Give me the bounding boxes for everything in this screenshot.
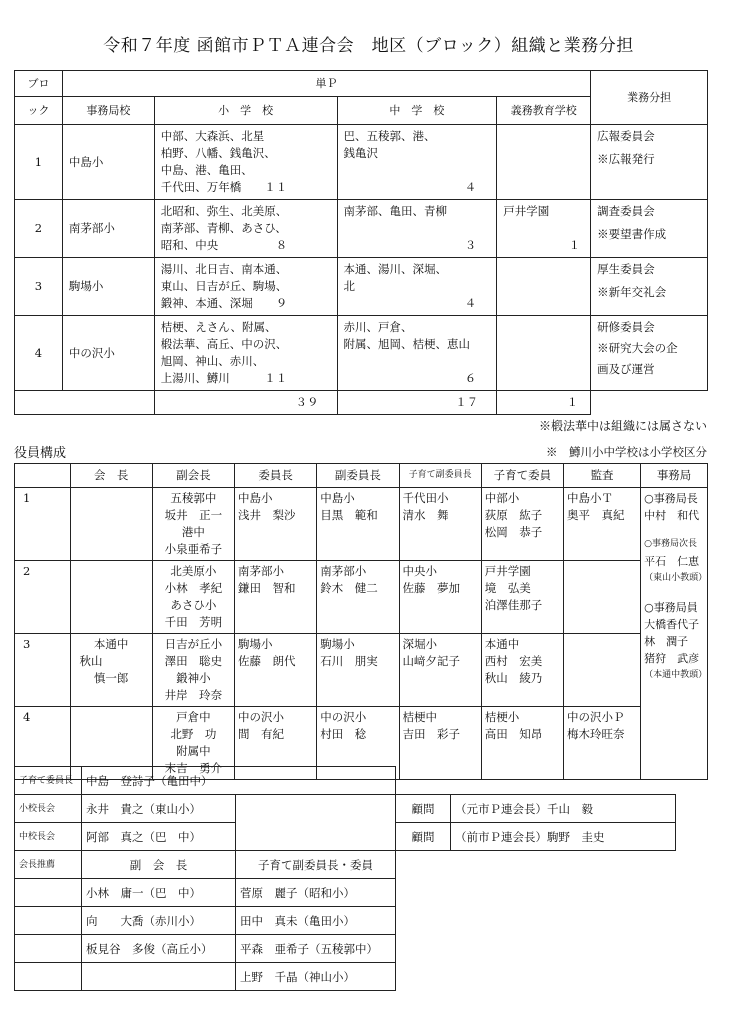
kosodate-fuku-cell: 深堀小 山﨑夕記子 bbox=[399, 634, 481, 707]
chu-list: 南茅部、亀田、青柳 ３ bbox=[337, 200, 497, 258]
chu-count: ３ bbox=[464, 238, 477, 252]
chukocho-value: 阿部 真之（巴 中） bbox=[82, 823, 236, 851]
block-number: 1 bbox=[15, 488, 71, 561]
gyomu-list: 調査委員会 ※要望書作成 bbox=[591, 200, 708, 258]
block-number: 3 bbox=[15, 258, 63, 316]
sho-list: 湯川、北日吉、南本通、 東山、日吉が丘、駒場、 鍛神、本通、深堀 ９ bbox=[154, 258, 337, 316]
jimu-school: 中の沢小 bbox=[62, 316, 154, 391]
officers-table bbox=[14, 463, 708, 780]
chu-count: ４ bbox=[464, 180, 477, 194]
header-kaicho: 会 長 bbox=[70, 464, 152, 488]
header-jimu: 事務局校 bbox=[62, 97, 154, 125]
total-chu: １７ bbox=[337, 391, 497, 415]
block-number: 4 bbox=[15, 707, 71, 780]
section-title: 役員構成 bbox=[14, 446, 67, 461]
suisen-kosodate-item: 平森 亜希子（五稜郭中） bbox=[236, 935, 396, 963]
kosodate-cell: 中部小 荻原 紘子 松岡 恭子 bbox=[481, 488, 563, 561]
iin-cell: 中の沢小 間 有紀 bbox=[235, 707, 317, 780]
iin-cell: 南茅部小 鎌田 智和 bbox=[235, 561, 317, 634]
block-number: 1 bbox=[15, 125, 63, 200]
header-fukukaicho: 副会長 bbox=[152, 464, 234, 488]
suisen-kosodate-header: 子育て副委員長・委員 bbox=[236, 851, 396, 879]
kansa-cell bbox=[564, 561, 641, 634]
header-fukuiincho: 副委員長 bbox=[317, 464, 399, 488]
kaicho-cell: 本通中 秋山 慎一郎 bbox=[70, 634, 152, 707]
suisen-fuku-header: 副 会 長 bbox=[82, 851, 236, 879]
fuku-cell: 五稜郭中 坂井 正一 港中 小泉亜希子 bbox=[152, 488, 234, 561]
header-block-top: ブロ bbox=[15, 71, 63, 97]
suisen-kosodate-item: 菅原 麗子（昭和小） bbox=[236, 879, 396, 907]
note-masukawa: ※ 鱒川小中学校は小学校区分 bbox=[546, 445, 707, 459]
suisen-kosodate-item: 上野 千晶（神山小） bbox=[236, 963, 396, 991]
gimu-cell bbox=[497, 316, 591, 391]
block-organization-table bbox=[14, 70, 708, 415]
header-block-bottom: ック bbox=[15, 97, 63, 125]
suisen-fuku-item: 向 大喬（赤川小） bbox=[82, 907, 236, 935]
kosodate-fuku-cell: 中央小 佐藤 夢加 bbox=[399, 561, 481, 634]
kosodate-fuku-cell: 千代田小 清水 舞 bbox=[399, 488, 481, 561]
sho-list: 中部、大森浜、北星 柏野、八幡、銭亀沢、 中島、港、亀田、 千代田、万年橋 １１ bbox=[154, 125, 337, 200]
iin-cell: 中島小 浅井 梨沙 bbox=[235, 488, 317, 561]
chu-list: 巴、五稜郭、港、 銭亀沢 ４ bbox=[337, 125, 497, 200]
total-gimu: １ bbox=[497, 391, 591, 415]
fuku-cell: 北美原小 小林 孝紀 あさひ小 千田 芳明 bbox=[152, 561, 234, 634]
sho-list: 桔梗、えさん、附属、 椴法華、高丘、中の沢、 旭岡、神山、赤川、 上湯川、鱒川 １１ bbox=[154, 316, 337, 391]
fukuiin-cell: 中島小 目黒 範和 bbox=[317, 488, 399, 561]
kaicho-cell bbox=[70, 488, 152, 561]
table-row bbox=[15, 258, 708, 316]
header-kosodate: 子育て委員 bbox=[481, 464, 563, 488]
table-row bbox=[15, 200, 708, 258]
extra-officers-table bbox=[14, 766, 676, 991]
kansa-cell: 中島小Ｔ 奥平 真紀 bbox=[564, 488, 641, 561]
kansa-cell bbox=[564, 634, 641, 707]
suisen-kosodate-item: 田中 真未（亀田小） bbox=[236, 907, 396, 935]
table-row bbox=[15, 316, 708, 391]
note-todohokke: ※椴法華中は組織には属さない bbox=[538, 419, 707, 433]
komon2-value: （前市Ｐ連会長）駒野 圭史 bbox=[451, 823, 676, 851]
kansa-cell: 中の沢小Ｐ 梅木玲旺奈 bbox=[564, 707, 641, 780]
gimu-count: １ bbox=[568, 238, 581, 252]
table-row bbox=[15, 488, 708, 561]
block-number: 2 bbox=[15, 200, 63, 258]
block-number: 2 bbox=[15, 561, 71, 634]
komon2-label: 顧問 bbox=[396, 823, 451, 851]
kaicho-cell bbox=[70, 561, 152, 634]
header-tanp: 単Ｐ bbox=[62, 71, 590, 97]
fukuiin-cell: 南茅部小 鈴木 健二 bbox=[317, 561, 399, 634]
chu-list: 本通、湯川、深堀、 北 ４ bbox=[337, 258, 497, 316]
shokocho-value: 永井 貴之（東山小） bbox=[82, 795, 236, 823]
header-sho: 小 学 校 bbox=[154, 97, 337, 125]
komon1-value: （元市Ｐ連会長）千山 毅 bbox=[451, 795, 676, 823]
total-row bbox=[15, 391, 708, 415]
chu-count: ４ bbox=[464, 296, 477, 310]
gyomu-list: 厚生委員会 ※新年交礼会 bbox=[591, 258, 708, 316]
kosodate-cell: 本通中 西村 宏美 秋山 綾乃 bbox=[481, 634, 563, 707]
fuku-cell: 日吉が丘小 澤田 聡史 鍛神小 井岸 玲奈 bbox=[152, 634, 234, 707]
page-title: 令和７年度 函館市ＰＴＡ連合会 地区（ブロック）組織と業務分担 bbox=[103, 36, 634, 56]
kosodate-cell: 桔梗小 高田 知昂 bbox=[481, 707, 563, 780]
kosodate-chair-label: 子育て委員長 bbox=[15, 767, 82, 795]
iin-cell: 駒場小 佐藤 朗代 bbox=[235, 634, 317, 707]
header-gimu: 義務教育学校 bbox=[497, 97, 591, 125]
header-jimukyoku: 事務局 bbox=[641, 464, 708, 488]
gimu-cell bbox=[497, 258, 591, 316]
total-sho: ３９ bbox=[154, 391, 337, 415]
jimu-school: 中島小 bbox=[62, 125, 154, 200]
gimu-cell: 戸井学園 １ bbox=[497, 200, 591, 258]
suisen-fuku-item: 小林 庸一（巴 中） bbox=[82, 879, 236, 907]
chu-count: ６ bbox=[464, 371, 477, 385]
header-kosodate-fuku: 子育て副委員長 bbox=[399, 464, 481, 488]
jimu-school: 南茅部小 bbox=[62, 200, 154, 258]
header-iincho: 委員長 bbox=[235, 464, 317, 488]
kosodate-fuku-cell: 桔梗中 吉田 彩子 bbox=[399, 707, 481, 780]
header-chu: 中 学 校 bbox=[337, 97, 497, 125]
sho-list: 北昭和、弥生、北美原、 南茅部、青柳、あさひ、 昭和、中央 ８ bbox=[154, 200, 337, 258]
fukuiin-cell: 中の沢小 村田 稔 bbox=[317, 707, 399, 780]
komon1-label: 顧問 bbox=[396, 795, 451, 823]
kosodate-cell: 戸井学園 境 弘美 泊澤佳那子 bbox=[481, 561, 563, 634]
fukuiin-cell: 駒場小 石川 朋実 bbox=[317, 634, 399, 707]
gimu-cell bbox=[497, 125, 591, 200]
gyomu-list: 研修委員会 ※研究大会の企 画及び運営 bbox=[591, 316, 708, 391]
jimu-school: 駒場小 bbox=[62, 258, 154, 316]
table-row bbox=[15, 561, 708, 634]
gyomu-list: 広報委員会 ※広報発行 bbox=[591, 125, 708, 200]
header-kansa: 監査 bbox=[564, 464, 641, 488]
table-row bbox=[15, 634, 708, 707]
header-gyomu: 業務分担 bbox=[591, 71, 708, 125]
chu-list: 赤川、戸倉、 附属、旭岡、桔梗、恵山 ６ bbox=[337, 316, 497, 391]
block-number: 4 bbox=[15, 316, 63, 391]
kosodate-chair-value: 中島 登詩子（亀田中） bbox=[82, 767, 396, 795]
table-row bbox=[15, 125, 708, 200]
fuku-cell: 戸倉中 北野 功 附属中 末吉 勇介 bbox=[152, 707, 234, 780]
shokocho-label: 小校長会 bbox=[15, 795, 82, 823]
jimukyoku-cell: ○事務局長 中村 和代 ○事務局次長 平石 仁恵 （東山小教頭） ○事務局員 大橋香代子 林 潤子 猪狩 武彦 （本通中教頭） bbox=[641, 488, 708, 780]
block-number: 3 bbox=[15, 634, 71, 707]
suisen-fuku-item: 板見谷 多俊（高丘小） bbox=[82, 935, 236, 963]
suisen-label: 会長推薦 bbox=[15, 851, 82, 879]
chukocho-label: 中校長会 bbox=[15, 823, 82, 851]
header-block-empty bbox=[15, 464, 71, 488]
